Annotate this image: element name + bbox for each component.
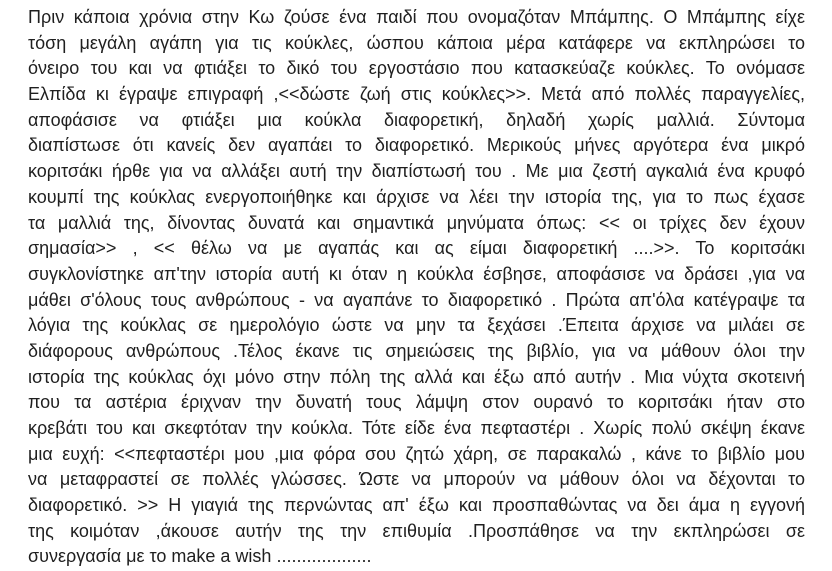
- text-line: αποφάσισε να φτιάξει μια κούκλα διαφορετική, δηλαδή χωρίς μαλλιά. Σύντομα: [28, 109, 805, 130]
- text-line: κοριτσάκι ήρθε για να αλλάξει αυτή την διαπίστωσή του . Με μια ζεστή αγκαλιά ένα κρυφό: [28, 161, 805, 182]
- text-line: μάθει σ'όλους τους ανθρώπους - να αγαπάνε το διαφορετικό . Πρώτα απ'όλα κατέγραψε τα: [28, 289, 805, 310]
- text-line: ιστορία της κούκλας όχι μόνο στην πόλη της αλλά και έξω από αυτήν . Μια νύχτα σκοτεινή: [28, 366, 805, 387]
- text-line: κρεβάτι του και σκεφτόταν την κούκλα. Τότε είδε ένα πεφταστέρι . Χωρίς πολύ σκέψη έκανε: [28, 418, 805, 438]
- story-paragraph: [28, 5, 805, 570]
- text-line: Πριν κάποια χρόνια στην Κω ζούσε ένα παιδί που ονομαζόταν Μπάμπης. Ο Μπάμπης είχε: [28, 7, 805, 27]
- text-line: σημασία>> , << θέλω να με αγαπάς και ας είμαι διαφορετική ....>>. Το κοριτσάκι: [28, 238, 805, 259]
- text-line: της κοιμόταν ,άκουσε αυτήν της την επιθυμία .Προσπάθησε να την εκπληρώσει σε: [28, 520, 805, 541]
- text-line: λόγια της κούκλας σε ημερολόγιο ώστε να μην τα ξεχάσει .Έπειτα άρχισε να μιλάει σε: [28, 315, 805, 336]
- text-line: να μεταφραστεί σε πολλές γλώσσες. Ώστε να μπορούν να μάθουν όλοι να δέχονται το: [28, 469, 805, 490]
- text-line: κουμπί της κούκλας ενεργοποιήθηκε και άρχισε να λέει την ιστορία της, για το πως έχασε: [28, 186, 805, 207]
- text-line: τόση μεγάλη αγάπη για τις κούκλες, ώσπου κάποια μέρα κατάφερε να εκπληρώσει το: [28, 32, 805, 53]
- text-line: που τα αστέρια έριχναν την δυνατή τους λάμψη στον ουρανό το κοριτσάκι ήταν στο: [28, 392, 805, 413]
- text-line: συγκλονίστηκε απ'την ιστορία αυτή κι όταν η κούκλα έσβησε, αποφάσισε να δράσει ,για να: [28, 263, 805, 284]
- text-line: Ελπίδα κι έγραψε επιγραφή ,<<δώστε ζωή στις κούκλες>>. Μετά από πολλές παραγγελίες,: [28, 84, 805, 105]
- text-line: διαφορετικό. >> Η γιαγιά της περνώντας απ' έξω και προσπαθώντας να δει άμα η εγγονή: [28, 495, 805, 516]
- text-line: τα μαλλιά της, δίνοντας δυνατά και σημαντικά μηνύματα όπως: << οι τρίχες δεν έχουν: [28, 212, 805, 233]
- text-line: διαπίστωσε ότι κανείς δεν αγαπάει το διαφορετικό. Μερικούς μήνες αργότερα ένα μικρό: [28, 135, 805, 156]
- text-line: συνεργασία με το make a wish ...................: [28, 546, 372, 567]
- text-line: διάφορους ανθρώπους .Τέλος έκανε τις σημειώσεις της βιβλίο, για να μάθουν όλοι την: [28, 340, 805, 361]
- text-line: μια ευχή: <<πεφταστέρι μου ,μια φόρα σου ζητώ χάρη, σε παρακαλώ , κάνε το βιβλίο μου: [28, 443, 805, 464]
- text-line: όνειρο του και να φτιάξει το δικό του εργοστάσιο που κατασκεύαζε κούκλες. Το ονόμασε: [28, 58, 805, 79]
